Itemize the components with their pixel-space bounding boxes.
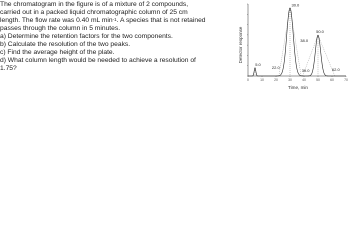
peak-annotation: 39.0 [301, 68, 310, 73]
peak-annotation: 38.0 [300, 38, 309, 43]
peak-annotation: 30.0 [291, 2, 300, 8]
x-tick-label: 50 [316, 78, 320, 82]
question-d: d) What column length would be needed to achieve a resolution of [0, 57, 196, 65]
problem-text [0, 1, 236, 73]
chromatogram [238, 0, 350, 90]
x-tick-label: 30 [288, 78, 292, 82]
peak-annotation: 50.0 [316, 29, 324, 35]
chromatogram-trace [248, 8, 346, 76]
problem-line: The chromatogram in the figure is of a mixture of 2 compounds, [0, 1, 189, 8]
peak-annotation: 22.0 [271, 65, 280, 70]
question-a: a) Determine the retention factors for the two components. [0, 33, 173, 41]
peak-labels [255, 3, 340, 74]
peak-annotation: 5.0 [255, 61, 261, 67]
x-tick-label: 10 [260, 78, 264, 82]
problem-text-part: . A species that is not retained [116, 17, 206, 25]
peak-annotation: 62.0 [331, 67, 340, 72]
x-axis-label: Time, min [288, 85, 308, 90]
problem-line: carried out in a packed liquid chromatographic column of 25 cm [0, 9, 188, 17]
question-c: c) Find the average height of the plate. [0, 49, 115, 57]
question-d-continued: 1.75? [0, 65, 17, 73]
x-tick-label: 40 [302, 78, 306, 82]
superscript: -1 [112, 17, 117, 23]
guide-lines [255, 8, 335, 76]
x-ticks [247, 76, 348, 82]
problem-text-part: length. The flow rate was 0.40 mL min [0, 17, 113, 25]
x-tick-label: 60 [330, 78, 334, 82]
x-tick-label: 70 [344, 78, 348, 82]
problem-line [0, 17, 236, 25]
y-axis-label: Detector response [238, 26, 243, 64]
question-b: b) Calculate the resolution of the two peaks. [0, 41, 131, 49]
problem-line: passes through the column in 5 minutes. [0, 25, 121, 33]
x-tick-label: 20 [274, 78, 278, 82]
x-tick-label: 0 [247, 78, 249, 82]
